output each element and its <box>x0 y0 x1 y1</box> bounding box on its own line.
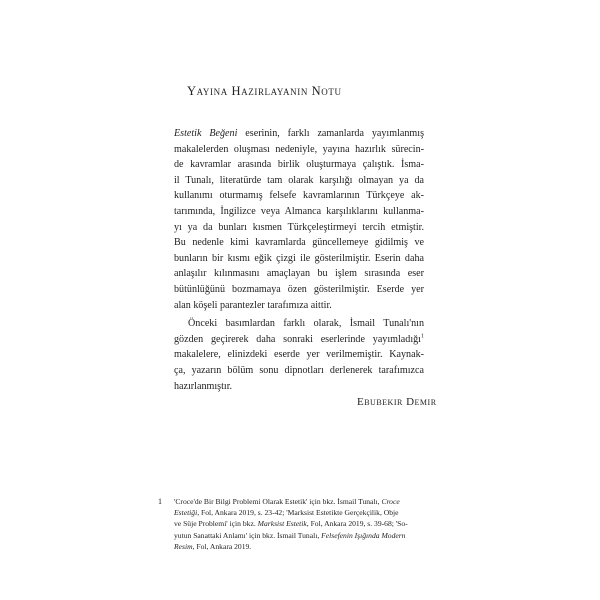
paragraph-1-line: de kavramlar arasında birlik oluşturmaya çalıştık. İsma- <box>174 159 424 171</box>
footnote-line: 'Croce'de Bir Bilgi Problemi Olarak Estetik' için bkz. İsmail Tunalı, Croce <box>174 497 400 506</box>
paragraph-1-line: bütünlüğünü bozmamaya özen gösterilmiştir. Eserde yer <box>174 283 424 295</box>
paragraph-1-last-line: alan köşeli parantezler tarafımıza aittir. <box>174 299 332 311</box>
paragraph-1-line: makalelerden oluşması nedeniyle, yayına hazırlık sürecin- <box>174 143 424 155</box>
footnote-line: ve Süje Problemi' için bkz. Marksist Estetik, Fol, Ankara 2019, s. 39-68; 'So- <box>174 519 408 529</box>
page-heading: Yayına Hazırlayanın Notu <box>187 84 342 98</box>
footnote-line: Estetiği, Fol, Ankara 2019, s. 23-42; 'Marksist Estetikte Gerçekçilik, Obje <box>174 508 399 518</box>
footnote-line: Resim, Fol, Ankara 2019. <box>174 541 252 551</box>
body-text <box>174 126 424 394</box>
paragraph-1-line: Bu nedenle kimi kavramlarda güncellemeye gidilmiş ve <box>174 237 424 249</box>
paragraph-1-line: anlaşılır kılınmasını amaçlayan bu işlem sırasında eser <box>174 268 424 280</box>
paragraph-1-line: il Tunalı, literatürde tam olarak karşılığı olmayan ya da <box>174 174 424 186</box>
paragraph-1-line: kullanımı oturmamış felsefe kavramlarının Türkçeye ak- <box>174 190 424 202</box>
editor-signature: Ebubekir Demir <box>357 396 437 408</box>
paragraph-1-line-1: Estetik Beğeni eserinin, farklı zamanlarda yayımlanmış <box>174 128 425 139</box>
footnote-line: yutun Sanattaki Anlamı' için bkz. İsmail Tunalı, Felsefenin Işığında Modern <box>174 530 406 540</box>
paragraph-2-line: makalelere, elinizdeki eserde yer verilmemiştir. Kaynak- <box>174 349 424 361</box>
paragraph-2-line-1: Önceki basımlardan farklı olarak, İsmail Tunalı'nın <box>188 318 424 330</box>
footnote-marker: 1 <box>421 333 424 340</box>
paragraph-2-last-line: hazırlanmıştır. <box>174 380 233 392</box>
paragraph-1-line: bunların bir kısmı eğik çizgi ile gösterilmiştir. Eserin daha <box>174 252 424 264</box>
paragraph-2-line-2: gözden geçirerek daha sonraki eserlerinde yayımladığı$^1$ <box>174 333 424 345</box>
footnote-body <box>174 496 436 552</box>
book-title: Estetik Beğeni <box>174 128 238 139</box>
paragraph-2-line: ça, yazarın bölüm sonu dipnotları derlenerek tarafımızca <box>174 364 424 376</box>
paragraph-1-line: tarımında, İngilizce veya Almanca karşılıklarını kullanma- <box>174 205 424 217</box>
paragraph-1-line: yı ya da bunları kısmen Türkçeleştirmeyi tercih etmiştir. <box>174 221 424 233</box>
footnote-number: 1 <box>158 497 162 506</box>
